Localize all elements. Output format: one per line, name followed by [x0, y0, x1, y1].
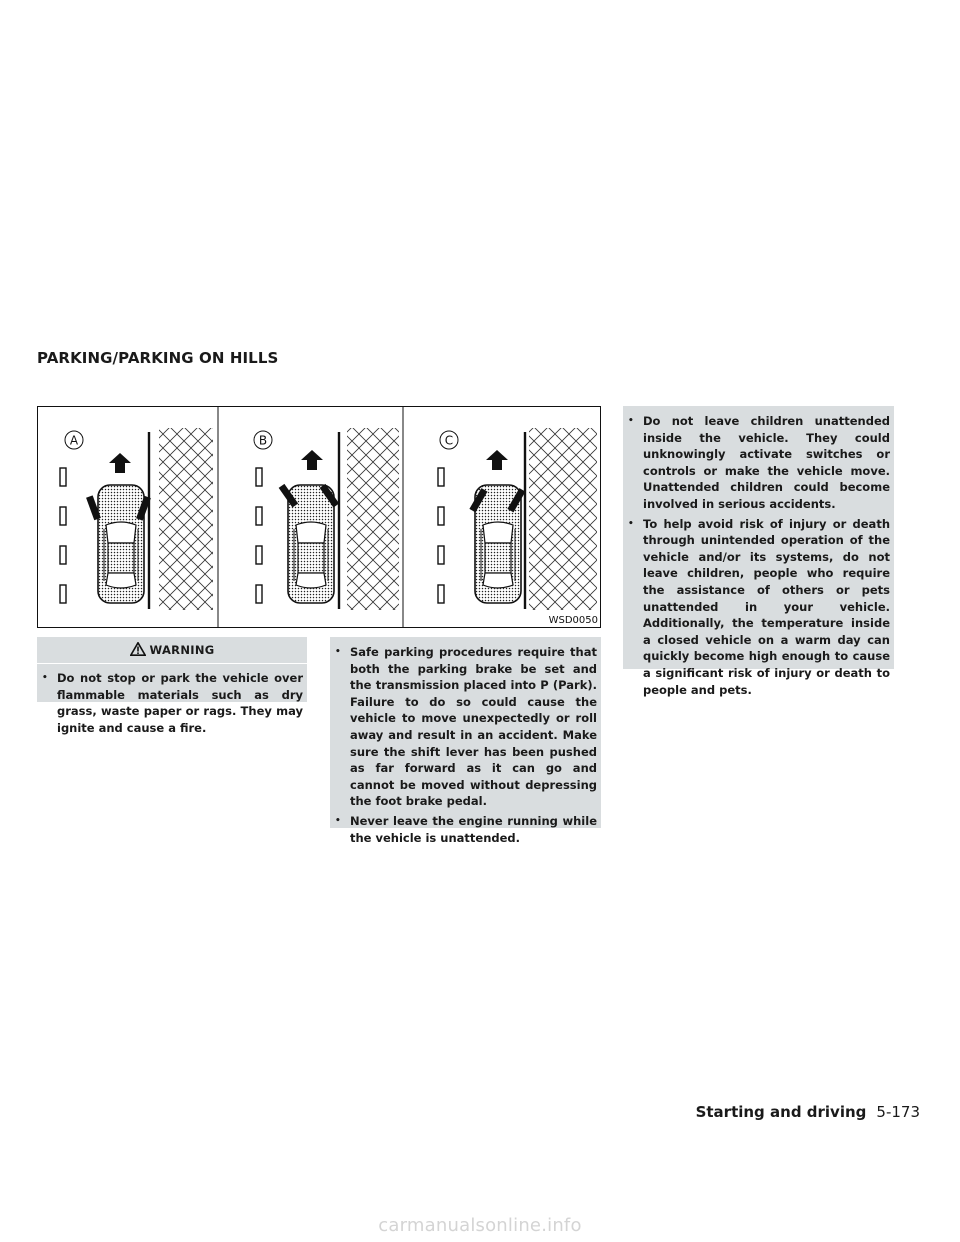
warning-item: • Never leave the engine running while the vehicle is unattended. — [330, 813, 597, 846]
parking-illustration — [37, 406, 601, 628]
warning-column-2 — [330, 637, 601, 845]
page-number: 5-173 — [876, 1103, 920, 1121]
page-footer — [696, 1103, 920, 1121]
warning-column-3 — [623, 406, 894, 697]
watermark: carmanualsonline.info — [378, 1215, 582, 1236]
panel-c-label: C — [444, 433, 454, 448]
warning-triangle-icon — [130, 642, 146, 659]
footer-section: Starting and driving — [695, 1103, 867, 1121]
warning-item: • Do not leave children unattended inside the vehicle. They could unknowingly activate switches or controls or make the vehicle move. Unattended children could become involved in serious accidents. — [623, 413, 890, 513]
section-title: PARKING/PARKING ON HILLS — [37, 349, 279, 367]
panel-a-label: A — [69, 433, 79, 448]
warning-item: • Do not stop or park the vehicle over flammable materials such as dry grass, waste paper or rags. They may ignite and cause a fire. — [37, 670, 303, 736]
warning-column-1-body — [37, 664, 307, 735]
warning-item: • Safe parking procedures require that both the parking brake be set and the transmission placed into P (Park). Failure to do so could cause the vehicle to move unexpectedly or roll away and result in an accident. Make sure the shift lever has been pushed as far forward as it can go and cannot be moved without depressing the foot brake pedal. — [330, 644, 597, 810]
warning-header-text: WARNING — [149, 643, 215, 657]
warning-header — [37, 637, 307, 663]
warning-item: • To help avoid risk of injury or death through unintended operation of the vehicle and/or its systems, do not leave children, people who require the assistance of others or pets unattended in your vehicle. Additionally, the temperature inside a closed vehicle on a warm day can quickly become high enough to cause a significant risk of injury or death to people and pets. — [623, 516, 890, 699]
figure-code: WSD0050 — [548, 615, 598, 626]
panel-b-label: B — [258, 433, 268, 448]
